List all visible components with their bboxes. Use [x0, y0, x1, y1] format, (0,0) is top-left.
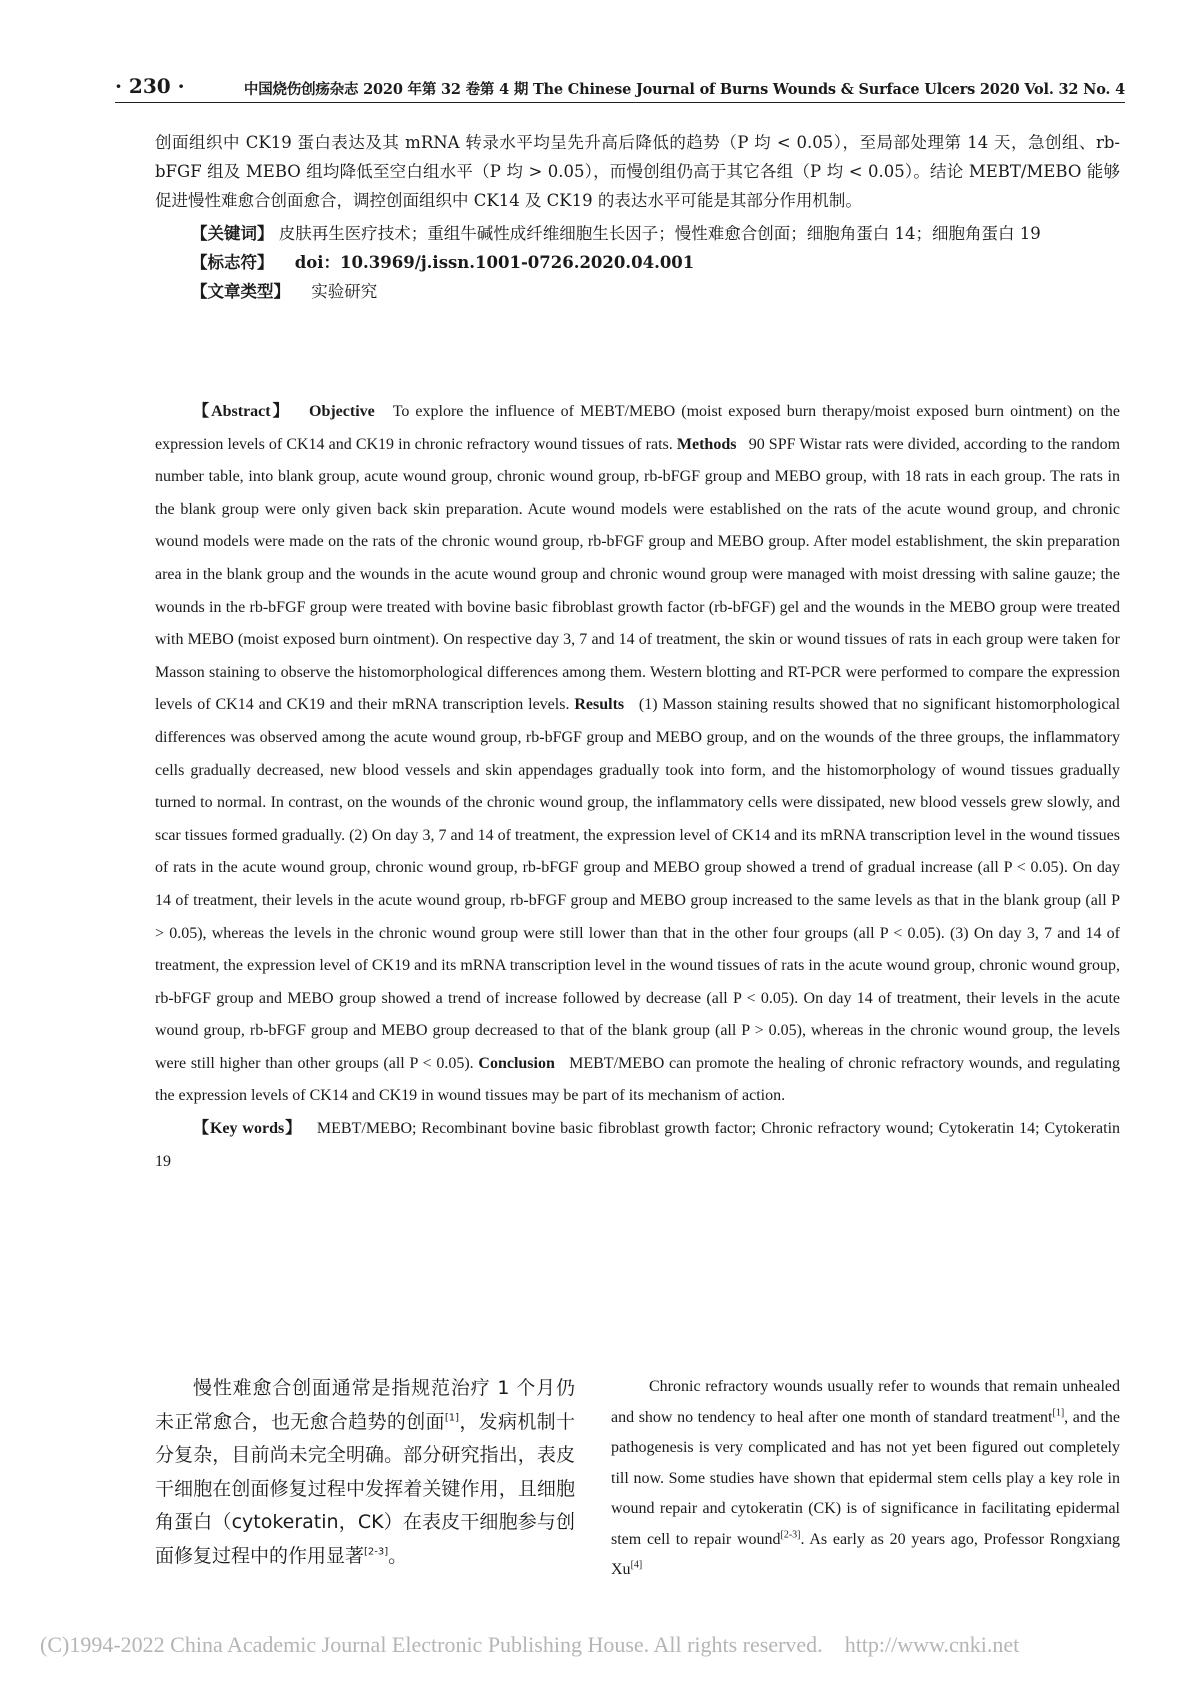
cn-type-label: 【文章类型】 — [191, 282, 290, 301]
results-text: (1) Masson staining results showed that no significant histomorphological differences was observed among the acute wound group, rb-bFGF group and MEBO group, and on the wounds of the three groups, the inflammatory cells gradually decreased, new blood vessels and skin appendages gradually took into form, and the histomorphology of wound tissues gradually turned to normal. In contrast, on the wounds of the chronic wound group, the inflammatory cells were dissipated, new blood vessels grew slowly, and scar tissues formed gradually. (2) On day 3, 7 and 14 of treatment, the expression level of CK14 and its mRNA transcription level in the wound tissues of rats in the acute wound group, chronic wound group, rb-bFGF group and MEBO group showed a trend of gradual increase (all P < 0.05). On day 14 of treatment, their levels in the acute wound group, rb-bFGF group and MEBO group increased to the same levels as that in the blank group (all P > 0.05), whereas the levels in the chronic wound group were still lower than that in the other four groups (all P < 0.05). (3) On day 3, 7 and 14 of treatment, the expression level of CK19 and its mRNA transcription level in the wound tissues of rats in the acute wound group, chronic wound group, rb-bFGF group and MEBO group showed a trend of increase followed by decrease (all P < 0.05). On day 14 of treatment, their levels in the acute wound group, rb-bFGF group and MEBO group decreased to that of the blank group (all P > 0.05), whereas in the chronic wound group, the levels were still higher than other groups (all P < 0.05). — [155, 696, 1121, 1072]
body-column-english — [611, 1372, 1120, 1586]
journal-title: 中国烧伤创疡杂志 2020 年第 32 卷第 4 期 The Chinese Journal of Burns Wounds & Surface Ulcers 2020 Vol. 32 No. 4 — [243, 81, 1125, 98]
body-en-text-a: Chronic refractory wounds usually refer to wounds that remain unhealed and show no tendency to heal after one month of standard treatment — [611, 1378, 1120, 1426]
abstract-paragraph — [155, 396, 1120, 1113]
footer-url: http://www.cnki.net — [844, 1632, 1020, 1657]
citation-ref: [2-3] — [364, 1546, 389, 1558]
citation-ref: [1] — [1052, 1407, 1065, 1419]
chinese-abstract — [155, 128, 1120, 306]
citation-ref: [4] — [630, 1559, 643, 1571]
body-cn-text-b: ，发病机制十分复杂，目前尚未完全明确。部分研究指出，表皮干细胞在创面修复过程中发挥着关键作用，且细胞角蛋白（cytokeratin，CK）在表皮干细胞参与创面修复过程中的作用显著 — [155, 1410, 575, 1567]
body-cn-text-a: 慢性难愈合创面通常是指规范治疗 1 个月仍未正常愈合，也无愈合趋势的创面 — [155, 1377, 575, 1433]
objective-label: Objective — [309, 403, 375, 420]
conclusion-text: MEBT/MEBO can promote the healing of chronic refractory wounds, and regulating the expression levels of CK14 and CK19 in wound tissues may be part of its mechanism of action. — [155, 1054, 1121, 1105]
cn-doi-label: 【标志符】 — [191, 253, 274, 272]
copyright-text: (C)1994-2022 China Academic Journal Electronic Publishing House. All rights reserved. — [40, 1632, 823, 1657]
en-keywords-label: 【Key words】 — [193, 1120, 303, 1138]
body-cn-text-c: 。 — [388, 1544, 408, 1567]
cn-doi-value: doi：10.3969/j.issn.1001-0726.2020.04.001 — [294, 253, 695, 272]
body-column-chinese — [155, 1372, 575, 1573]
running-header — [115, 72, 1125, 103]
cn-doi — [155, 248, 1120, 277]
conclusion-label: Conclusion — [478, 1054, 555, 1072]
results-label: Results — [574, 696, 625, 714]
body-en-text-c: . As early as 20 years ago, Professor Rongxiang Xu — [611, 1530, 1121, 1578]
english-abstract — [155, 396, 1120, 1178]
methods-text: 90 SPF Wistar rats were divided, according to the random number table, into blank group, acute wound group, chronic wound group, rb-bFGF group and MEBO group, with 18 rats in each group. The rats in the blank group were only given back skin preparation. Acute wound models were established on the rats of the acute wound group, and chronic wound models were made on the rats of the chronic wound group, rb-bFGF group and MEBO group. After model establishment, the skin preparation area in the blank group and the wounds in the acute wound group and chronic wound group were managed with moist dressing with saline gauze; the wounds in the rb-bFGF group were treated with bovine basic fibroblast growth factor (rb-bFGF) gel and the wounds in the MEBO group were treated with MEBO (moist exposed burn ointment). On respective day 3, 7 and 14 of treatment, the skin or wound tissues of rats in each group were taken for Masson staining to observe the histomorphological differences among them. Western blotting and RT-PCR were performed to compare the expression levels of CK14 and CK19 and their mRNA transcription levels. — [155, 435, 1121, 714]
cn-type-value: 实验研究 — [311, 282, 378, 301]
cn-keywords — [155, 219, 1120, 248]
citation-ref: [1] — [444, 1412, 460, 1424]
body-en-text-b: , and the pathogenesis is very complicated and has not yet been figured out completely till now. Some studies have shown that epidermal stem cells play a key role in wound repair and cytokeratin (CK) is of significance in facilitating epidermal stem cell to repair wound — [611, 1408, 1121, 1548]
cn-keywords-text: 皮肤再生医疗技术；重组牛碱性成纤维细胞生长因子；慢性难愈合创面；细胞角蛋白 14；细胞角蛋白 19 — [278, 224, 1041, 243]
cn-keywords-label: 【关键词】 — [191, 224, 274, 243]
abstract-label: 【Abstract】 — [193, 403, 291, 420]
en-keywords-text: MEBT/MEBO; Recombinant bovine basic fibroblast growth factor; Chronic refractory wound; Cytokeratin 14; Cytokeratin 19 — [155, 1120, 1121, 1170]
body-paragraph-cn — [155, 1372, 575, 1573]
cn-article-type — [155, 277, 1120, 306]
footer-watermark — [40, 1632, 1160, 1658]
methods-label: Methods — [676, 435, 737, 453]
cn-abstract-text: 创面组织中 CK19 蛋白表达及其 mRNA 转录水平均呈先升高后降低的趋势（P 均 < 0.05），至局部处理第 14 天，急创组、rb-bFGF 组及 MEBO 组均降低至空白组水平（P 均 > 0.05），而慢创组仍高于其它各组（P 均 < 0.05）。结论 MEBT/MEBO 能够促进慢性难愈合创面愈合，调控创面组织中 CK14 及 CK19 的表达水平可能是其部分作用机制。 — [155, 133, 1120, 210]
objective-text: To explore the influence of MEBT/MEBO (moist exposed burn therapy/moist exposed burn ointment) on the expression levels of CK14 and CK19 in chronic refractory wound tissues of rats. — [155, 403, 1121, 453]
citation-ref: [2-3] — [780, 1529, 801, 1541]
en-keywords — [155, 1113, 1120, 1178]
page-number: · 230 · — [115, 74, 185, 98]
body-paragraph-en — [611, 1372, 1120, 1586]
